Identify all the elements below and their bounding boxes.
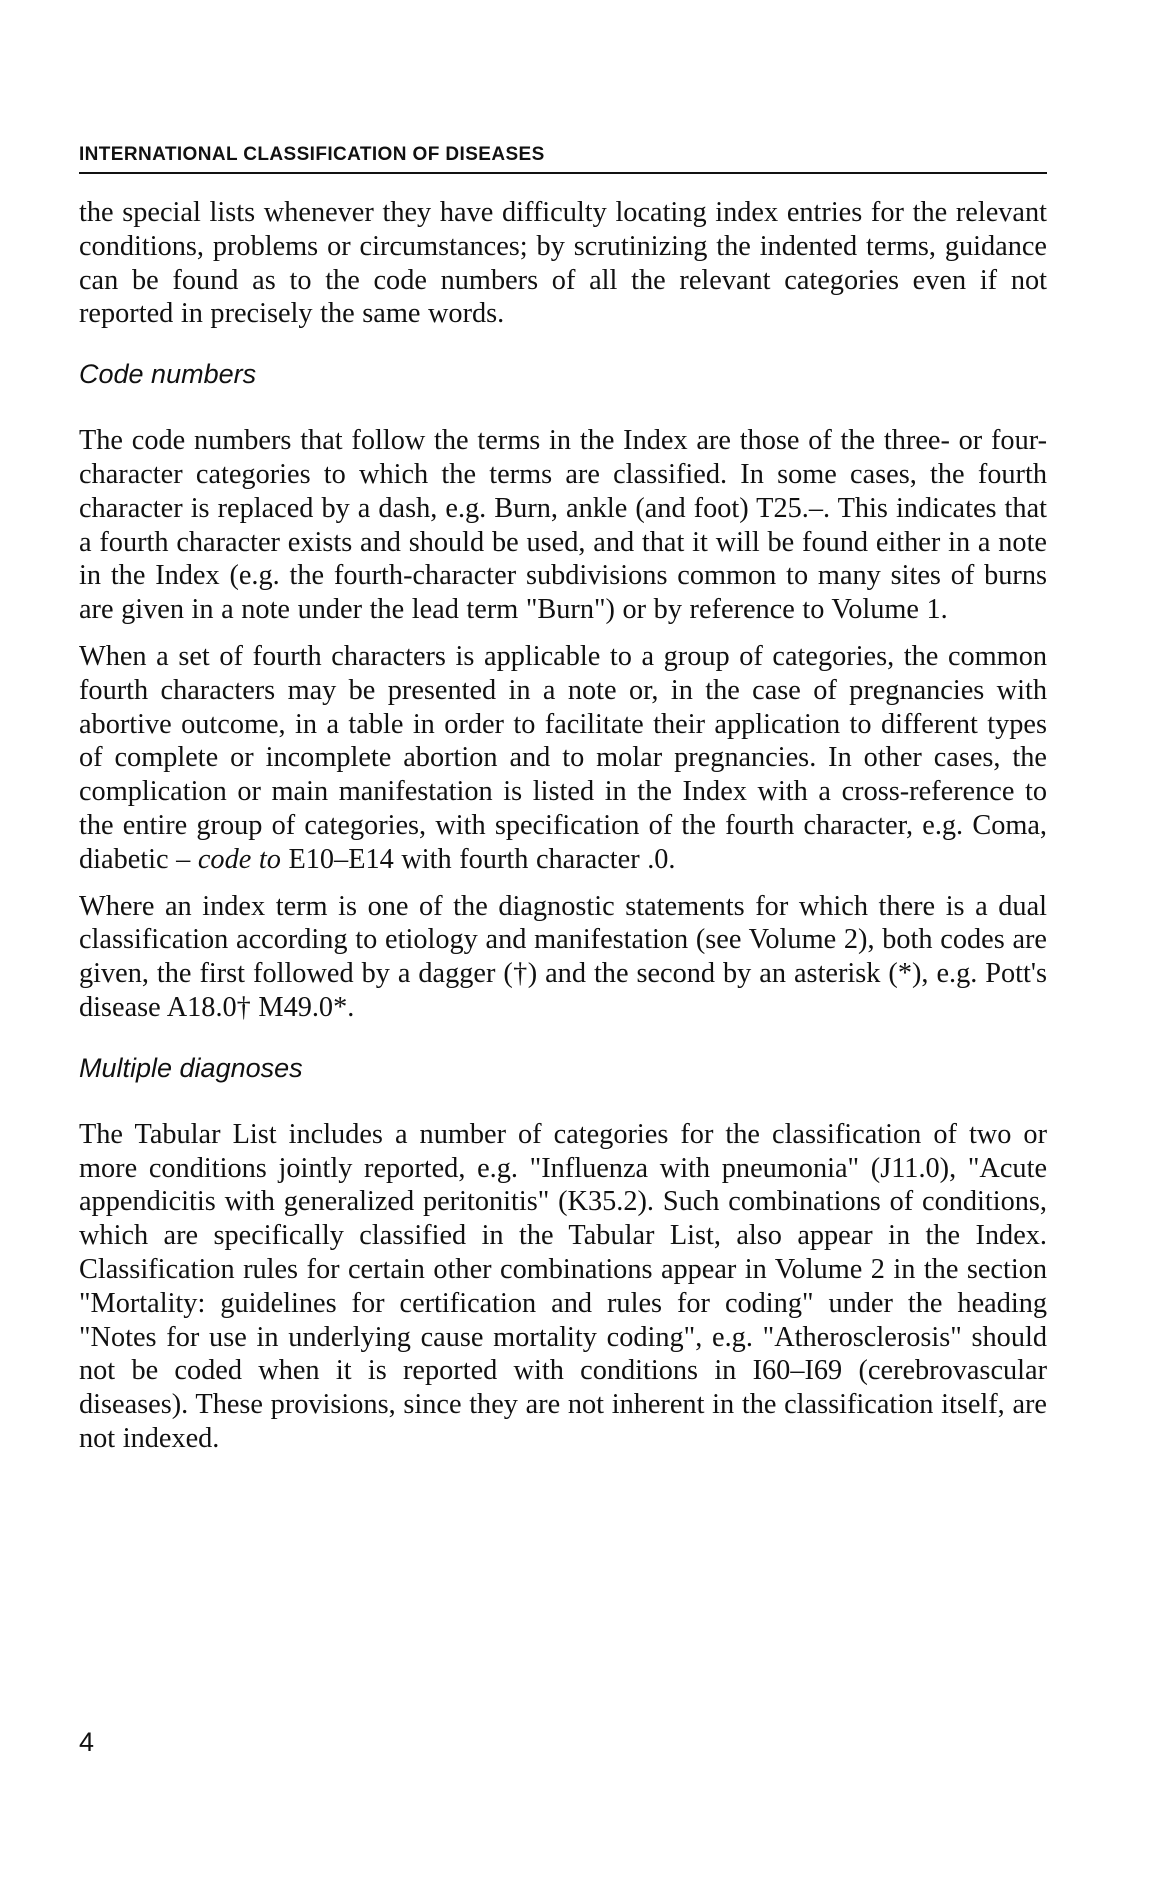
code-numbers-paragraph-3: Where an index term is one of the diagnostic statements for which there is a dual classification according to etiology and manifestation (see Volume 2), both codes are given, the first followed by a dagger (†) and the second by an asterisk (*), e.g. Pott's disease A18.0† M49.0*. xyxy=(79,890,1047,1023)
code-to-italic-text: code to xyxy=(197,843,281,875)
paragraph-2-text-end: E10–E14 with fourth character .0. xyxy=(288,843,676,875)
page-content xyxy=(79,196,1047,1469)
document-page xyxy=(79,0,1047,1898)
code-numbers-paragraph-2 xyxy=(79,640,1047,877)
running-header: INTERNATIONAL CLASSIFICATION OF DISEASES xyxy=(79,144,545,165)
page-number: 4 xyxy=(79,1727,95,1757)
section-heading-multiple-diagnoses: Multiple diagnoses xyxy=(79,1052,303,1083)
code-numbers-paragraph-1: The code numbers that follow the terms in the Index are those of the three- or four-character categories to which the terms are classified. In some cases, the fourth character is replaced by a dash, e.g. Burn, ankle (and foot) T25.–. This indicates that a fourth character exists and should be used, and that it will be found either in a note in the Index (e.g. the fourth-character subdivisions common to many sites of burns are given in a note under the lead term "Burn") or by reference to Volume 1. xyxy=(79,425,1047,626)
multiple-diagnoses-paragraph: The Tabular List includes a number of categories for the classification of two or more conditions jointly reported, e.g. "Influenza with pneumonia" (J11.0), "Acute appendicitis with generalized peritonitis" (K35.2). Such combinations of conditions, which are specifically classified in the Tabular List, also appear in the Index. Classification rules for certain other combinations appear in Volume 2 in the section "Mortality: guidelines for certification and rules for coding" under the heading "Notes for use in underlying cause mortality coding", e.g. "Atherosclerosis" should not be coded when it is reported with conditions in I60–I69 (cerebrovascular diseases). These provisions, since they are not inherent in the classification itself, are not indexed. xyxy=(79,1118,1047,1454)
section-heading-code-numbers: Code numbers xyxy=(79,359,257,390)
intro-paragraph: the special lists whenever they have difficulty locating index entries for the relevant conditions, problems or circumstances; by scrutinizing the indented terms, guidance can be found as to the code numbers of all the relevant categories even if not reported in precisely the same words. xyxy=(79,197,1047,330)
header-rule xyxy=(79,172,1047,174)
paragraph-2-text-start: When a set of fourth characters is applicable to a group of categories, the common fourth characters may be presented in a note or, in the case of pregnancies with abortive outcome, in a table in order to facilitate their application to different types of complete or incomplete abortion and to molar pregnancies. In other cases, the complication or main manifestation is listed in the Index with a cross-reference to the entire group of categories, with specification of the fourth character, e.g. Coma, diabetic – xyxy=(79,640,1047,875)
